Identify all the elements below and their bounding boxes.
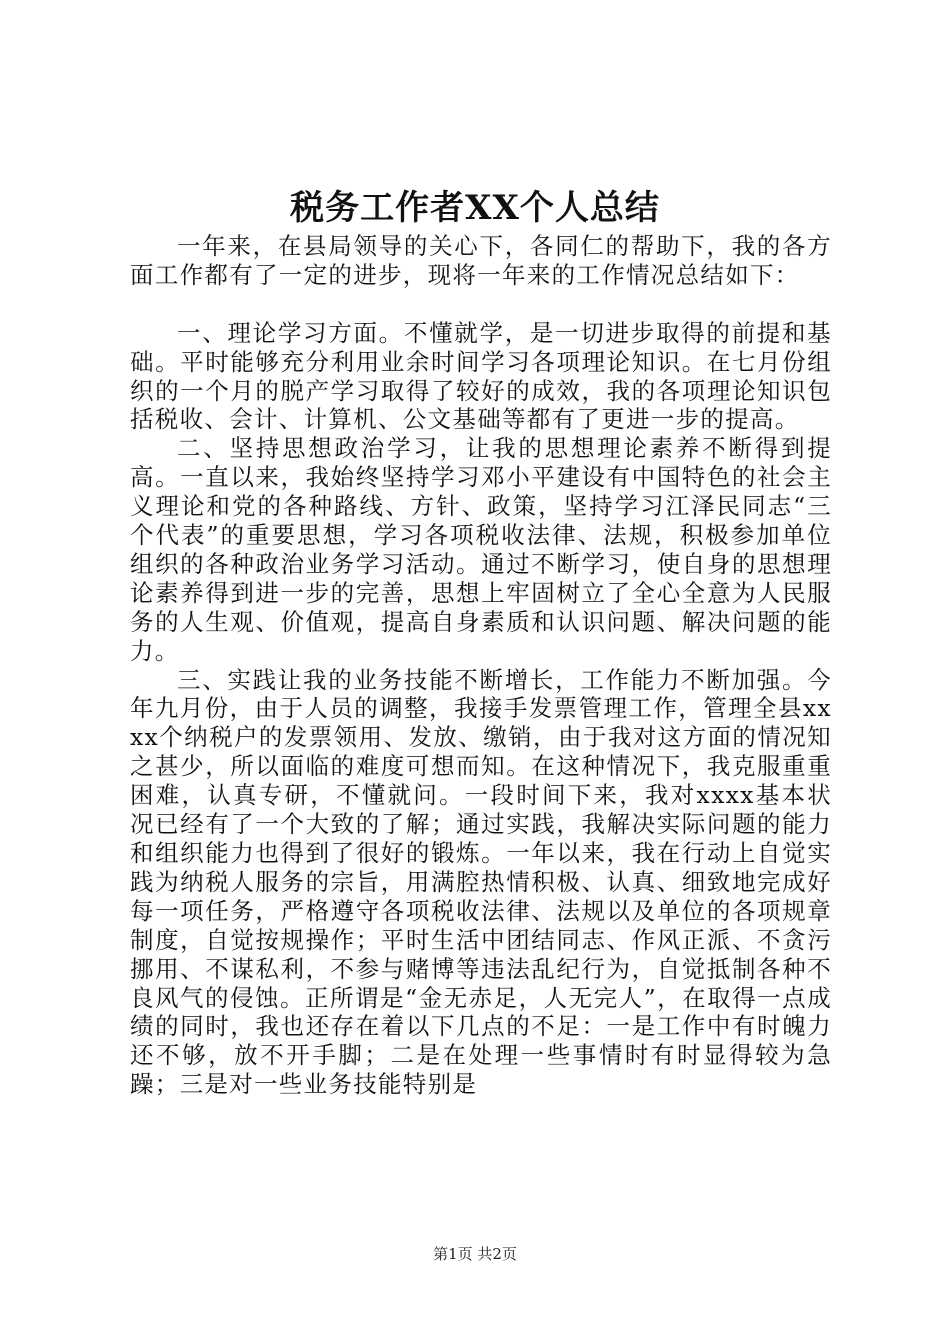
document-title: 税务工作者XX个人总结 <box>290 188 660 228</box>
document-body <box>130 232 832 1099</box>
section-political-study-paragraph: 二、坚持思想政治学习，让我的思想理论素养不断得到提高。一直以来，我始终坚持学习邓小平建设有中国特色的社会主义理论和党的各种路线、方针、政策，坚持学习江泽民同志“三个代表”的重要思想，学习各项税收法律、法规，积极参加单位组织的各种政治业务学习活动。通过不断学习，使自身的思想理论素养得到进一步的完善，思想上牢固树立了全心全意为人民服务的人生观、价值观，提高自身素质和认识问题、解决问题的能力。 <box>130 434 832 665</box>
intro-paragraph: 一年来，在县局领导的关心下，各同仁的帮助下，我的各方面工作都有了一定的进步，现将一年来的工作情况总结如下： <box>130 232 832 289</box>
section-theory-study-paragraph: 一、理论学习方面。不懂就学，是一切进步取得的前提和基础。平时能够充分利用业余时间学习各项理论知识。在七月份组织的一个月的脱产学习取得了较好的成效，我的各项理论知识包括税收、会计、计算机、公文基础等都有了更进一步的提高。 <box>130 318 832 434</box>
section-practice-paragraph: 三、实践让我的业务技能不断增长，工作能力不断加强。今年九月份，由于人员的调整，我接手发票管理工作，管理全县xxxx个纳税户的发票领用、发放、缴销，由于我对这方面的情况知之甚少，所以面临的难度可想而知。在这种情况下，我克服重重困难，认真专研，不懂就问。一段时间下来，我对xxxx基本状况已经有了一个大致的了解；通过实践，我解决实际问题的能力和组织能力也得到了很好的锻炼。一年以来，我在行动上自觉实践为纳税人服务的宗旨，用满腔热情积极、认真、细致地完成好每一项任务，严格遵守各项税收法律、法规以及单位的各项规章制度，自觉按规操作；平时生活中团结同志、作风正派、不贪污挪用、不谋私利，不参与赌博等违法乱纪行为，自觉抵制各种不良风气的侵蚀。正所谓是“金无赤足，人无完人”，在取得一点成绩的同时，我也还存在着以下几点的不足：一是工作中有时魄力还不够，放不开手脚；二是在处理一些事情时有时显得较为急躁；三是对一些业务技能特别是 <box>130 665 832 1099</box>
page-footer: 第1页 共2页 <box>433 1245 517 1263</box>
